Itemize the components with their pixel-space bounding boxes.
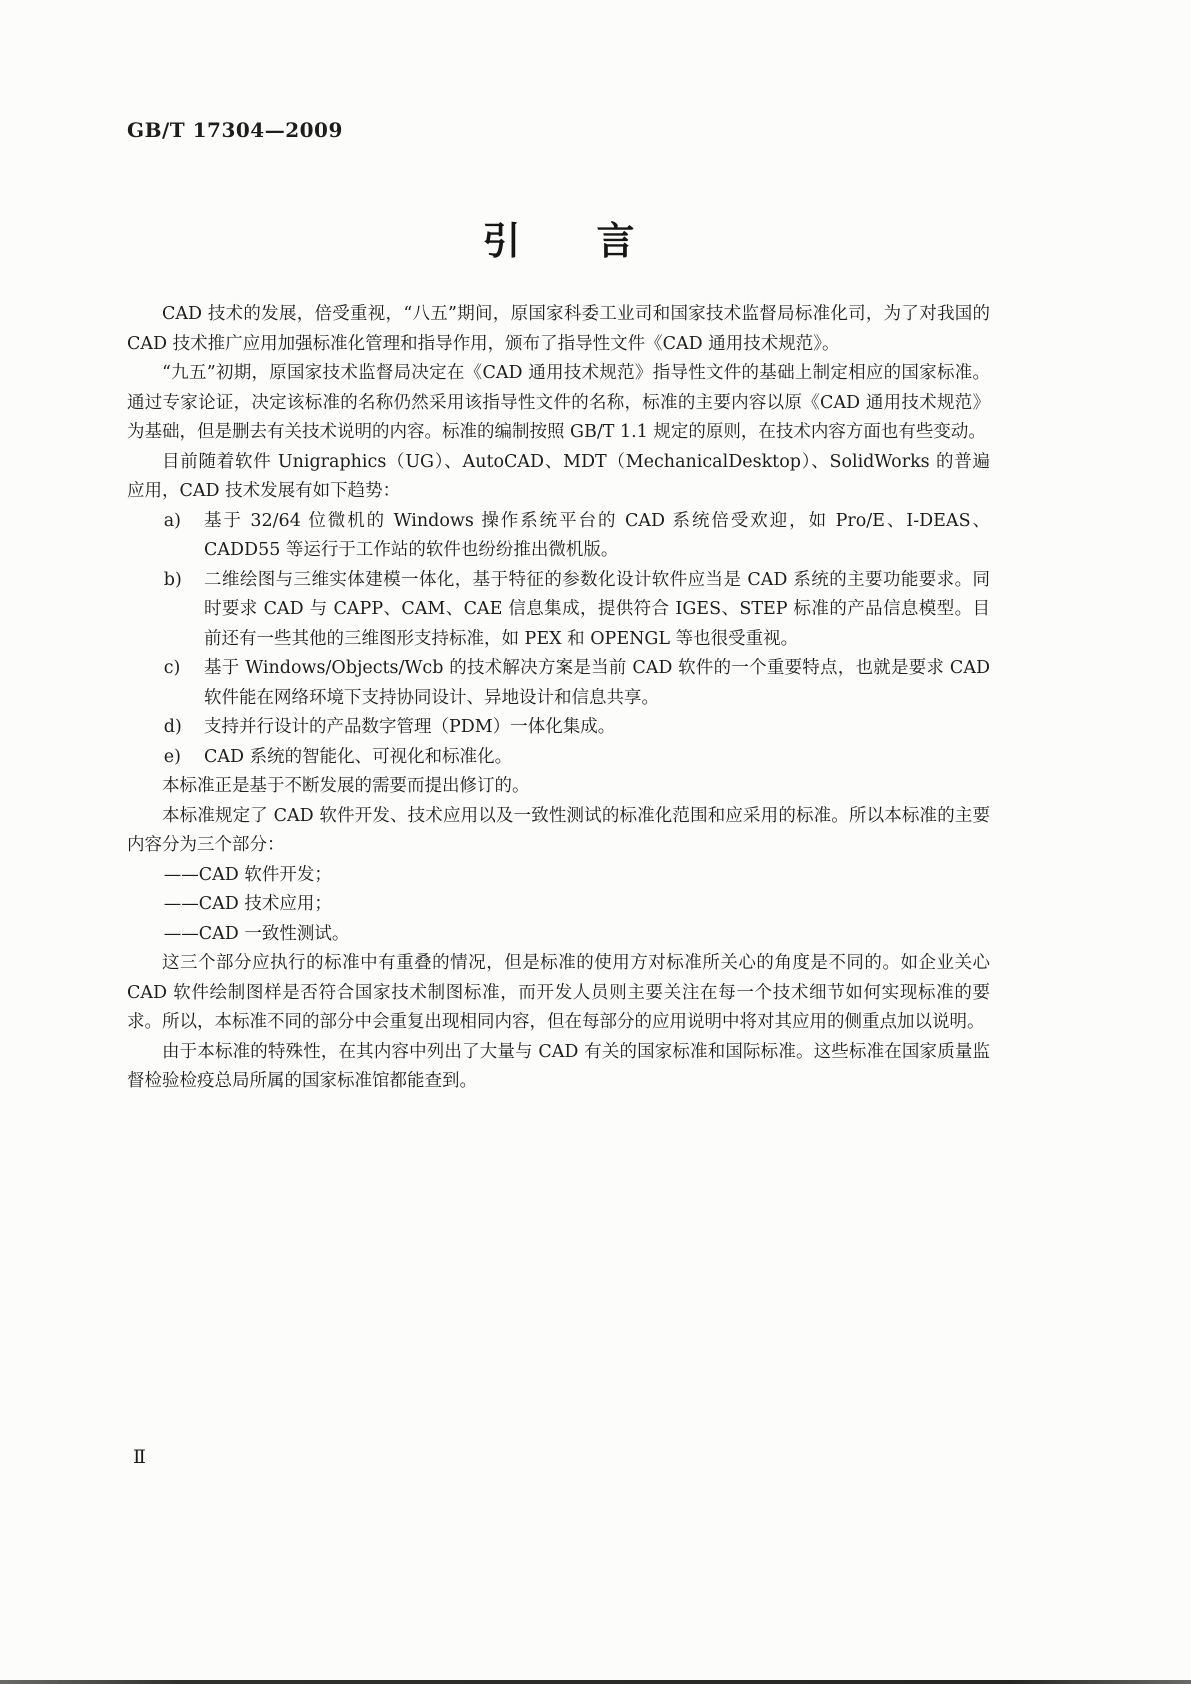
list-item-label: d) [163, 717, 182, 737]
dash-item: ——CAD 软件开发； [163, 864, 332, 885]
list-item-a [127, 507, 990, 566]
list-item-d [127, 713, 990, 743]
dash-item: ——CAD 技术应用； [163, 894, 332, 914]
list-item-text: CAD 系统的智能化、可视化和标准化。 [204, 746, 513, 767]
list-item-text: 基于 32/64 位微机的 Windows 操作系统平台的 CAD 系统倍受欢迎，如 Pro/E、I-DEAS、CADD55 等运行于工作站的软件也纷纷推出微机版。 [204, 510, 990, 560]
list-item-text: 支持并行设计的产品数字管理（PDM）一体化集成。 [204, 717, 616, 737]
list-item-text: 二维绘图与三维实体建模一体化，基于特征的参数化设计软件应当是 CAD 系统的主要功能要求。同时要求 CAD 与 CAPP、CAM、CAE 信息集成，提供符合 IGES、STEP 标准的产品信息模型。目前还有一些其他的三维图形支持标准，如 PEX 和 OPENGL 等也很受重视。 [204, 569, 990, 649]
list-item-label: e) [163, 746, 181, 767]
list-item-label: c) [163, 658, 181, 678]
paragraph: 由于本标准的特殊性，在其内容中列出了大量与 CAD 有关的国家标准和国际标准。这些标准在国家质量监督检验检疫总局所属的国家标准馆都能查到。 [127, 1041, 990, 1091]
scan-bottom-edge [0, 1680, 1191, 1684]
paragraph: CAD 技术的发展，倍受重视，“八五”期间，原国家科委工业司和国家技术监督局标准化司，为了对我国的 CAD 技术推广应用加强标准化管理和指导作用，颁布了指导性文件《CAD 通用技术规范》。 [127, 304, 990, 354]
page-number: Ⅱ [133, 1446, 146, 1468]
dash-item: ——CAD 一致性测试。 [163, 923, 350, 944]
paragraph: “九五”初期，原国家技术监督局决定在《CAD 通用技术规范》指导性文件的基础上制定相应的国家标准。通过专家论证，决定该标准的名称仍然采用该指导性文件的名称，标准的主要内容以原《CAD 通用技术规范》为基础，但是删去有关技术说明的内容。标准的编制按照 GB/T 1.1 规定的原则，在技术内容方面也有些变动。 [127, 363, 990, 442]
page-title: 引 言 [482, 219, 635, 263]
list-item-text: 基于 Windows/Objects/Wcb 的技术解决方案是当前 CAD 软件的一个重要特点，也就是要求 CAD 软件能在网络环境下支持协同设计、异地设计和信息共享。 [204, 658, 990, 708]
paragraph: 本标准正是基于不断发展的需要而提出修订的。 [162, 776, 530, 796]
list-item-b [127, 566, 990, 655]
list-item-c [127, 654, 990, 713]
list-item-e [127, 743, 990, 773]
paragraph: 本标准规定了 CAD 软件开发、技术应用以及一致性测试的标准化范围和应采用的标准。所以本标准的主要内容分为三个部分： [127, 805, 990, 855]
paragraph: 目前随着软件 Unigraphics（UG）、AutoCAD、MDT（MechanicalDesktop）、SolidWorks 的普遍应用，CAD 技术发展有如下趋势： [127, 451, 990, 501]
document-body [127, 300, 990, 1097]
list-item-label: a) [163, 510, 182, 531]
standard-number: GB/T 17304—2009 [127, 118, 343, 142]
paragraph: 这三个部分应执行的标准中有重叠的情况，但是标准的使用方对标准所关心的角度是不同的。如企业关心 CAD 软件绘制图样是否符合国家技术制图标准，而开发人员则主要关注在每一个技术细节如何实现标准的要求。所以，本标准不同的部分中会重复出现相同内容，但在每部分的应用说明中将对其应用的侧重点加以说明。 [127, 953, 990, 1032]
list-item-label: b) [163, 569, 182, 590]
